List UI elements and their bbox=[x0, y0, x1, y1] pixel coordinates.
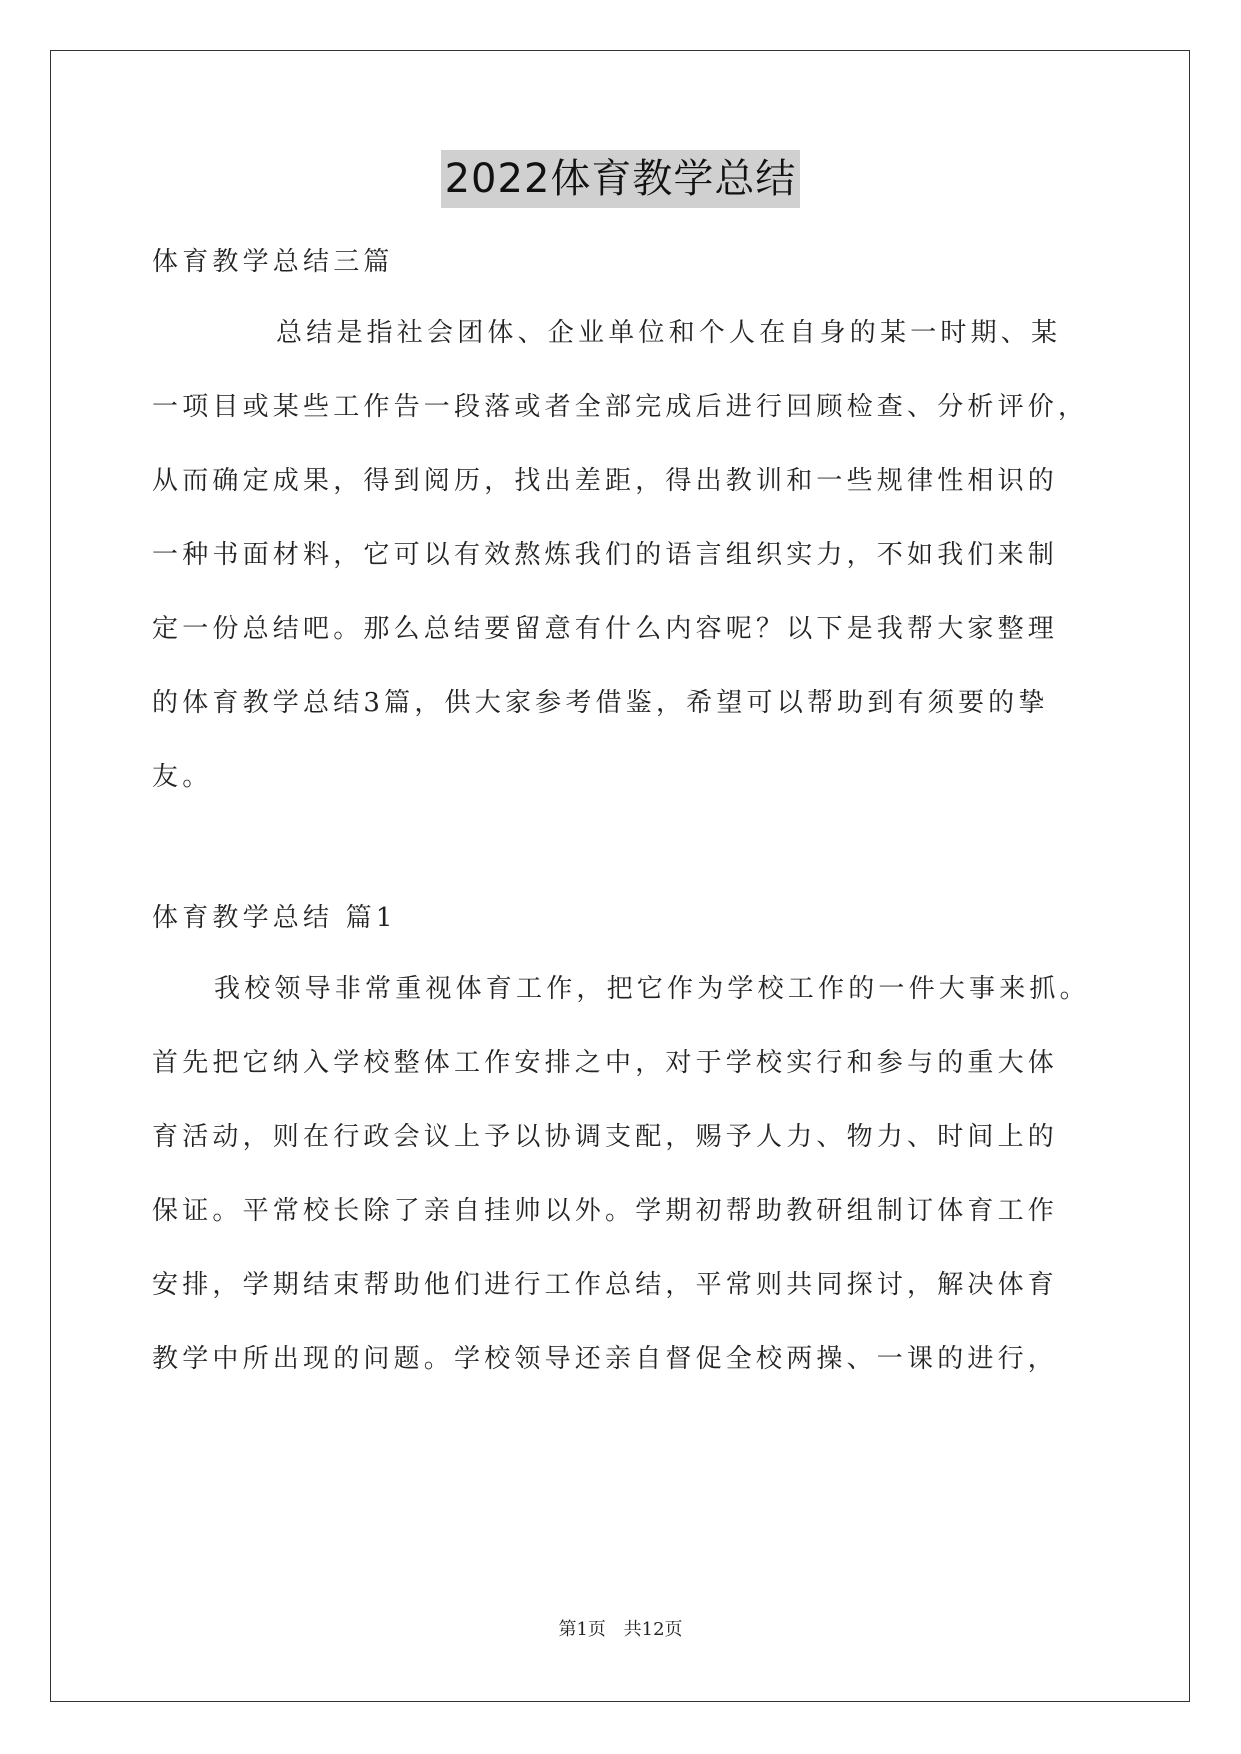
section1-line-3: 育活动，则在行政会议上予以协调支配，赐予人力、物力、时间上的 bbox=[152, 1122, 1059, 1152]
page-footer bbox=[0, 1618, 1241, 1642]
document-title: 2022体育教学总结 bbox=[441, 150, 801, 208]
page-border bbox=[50, 50, 1190, 1702]
section1-heading: 体育教学总结 篇1 bbox=[152, 903, 397, 933]
section1-line-1: 我校领导非常重视体育工作，把它作为学校工作的一件大事来抓。 bbox=[214, 974, 1090, 1004]
page-total: 共12页 bbox=[623, 1619, 683, 1640]
section1-line-6: 教学中所出现的问题。学校领导还亲自督促全校两操、一课的进行， bbox=[152, 1344, 1059, 1374]
section1-line-5: 安排，学期结束帮助他们进行工作总结，平常则共同探讨，解决体育 bbox=[152, 1270, 1059, 1300]
intro-line-7: 友。 bbox=[152, 762, 213, 792]
intro-line-4: 一种书面材料，它可以有效熬炼我们的语言组织实力，不如我们来制 bbox=[152, 540, 1059, 570]
intro-line-2: 一项目或某些工作告一段落或者全部完成后进行回顾检查、分析评价， bbox=[152, 392, 1089, 422]
title-wrap bbox=[0, 150, 1241, 208]
intro-line-6: 的体育教学总结3篇，供大家参考借鉴，希望可以帮助到有须要的挚 bbox=[152, 688, 1049, 718]
page-number: 第1页 bbox=[558, 1619, 606, 1640]
section1-line-2: 首先把它纳入学校整体工作安排之中，对于学校实行和参与的重大体 bbox=[152, 1048, 1059, 1078]
intro-line-5: 定一份总结吧。那么总结要留意有什么内容呢？以下是我帮大家整理 bbox=[152, 614, 1059, 644]
intro-line-1: 总结是指社会团体、企业单位和个人在自身的某一时期、某 bbox=[276, 318, 1062, 348]
intro-line-3: 从而确定成果，得到阅历，找出差距，得出教训和一些规律性相识的 bbox=[152, 466, 1059, 496]
document-subtitle: 体育教学总结三篇 bbox=[152, 247, 394, 277]
section1-line-4: 保证。平常校长除了亲自挂帅以外。学期初帮助教研组制订体育工作 bbox=[152, 1196, 1059, 1226]
